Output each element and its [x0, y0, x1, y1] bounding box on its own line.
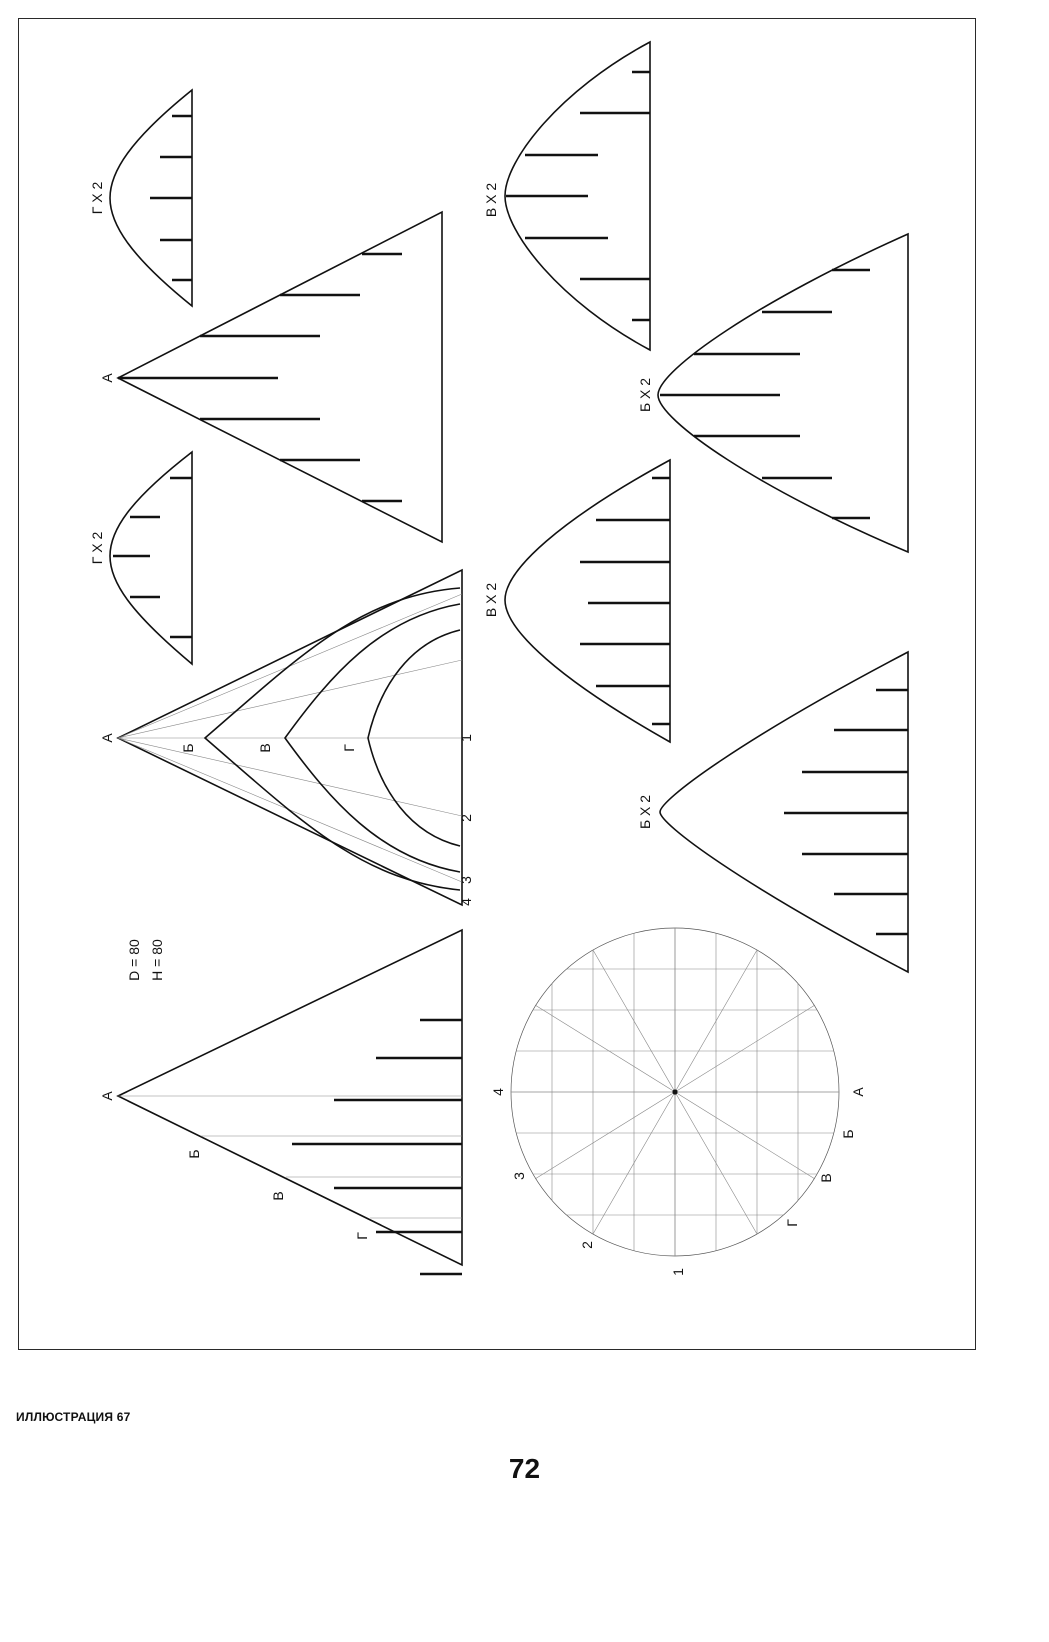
curves-construction-diagram [99, 570, 474, 906]
circle-label-1: 1 [670, 1268, 686, 1276]
curve-b [205, 588, 460, 890]
circle-label-g: Г [784, 1219, 800, 1227]
circle-label-4: 4 [490, 1088, 506, 1096]
pattern-v-top [483, 42, 650, 350]
dimension-d: D = 80 [126, 939, 142, 981]
circle-label-2: 2 [579, 1241, 595, 1249]
label-v-x2: В Х 2 [483, 582, 499, 618]
pattern-b-right [637, 234, 908, 552]
section-label-g: Г [354, 1232, 370, 1240]
ray-number-3: 3 [458, 876, 474, 884]
curve-label-g: Г [341, 744, 357, 752]
circle-label-v: В [818, 1173, 834, 1183]
pattern-g-small-1 [89, 452, 192, 664]
ray-2b [118, 660, 462, 738]
ray-number-4: 4 [458, 898, 474, 906]
ray-number-1: 1 [458, 734, 474, 742]
label-v-x2: В Х 2 [483, 182, 499, 218]
apex-label: А [99, 1091, 115, 1101]
label-g-x2: Г Х 2 [89, 181, 105, 215]
ray-number-2: 2 [458, 814, 474, 822]
page-number: 72 [508, 1453, 541, 1484]
ray-2 [118, 738, 462, 816]
apex-label: А [99, 373, 115, 383]
pattern-g-small-2 [89, 90, 192, 306]
dimension-h: H = 80 [149, 939, 165, 981]
label-b-x2: Б Х 2 [637, 794, 653, 830]
pattern-b-bottom [637, 652, 908, 972]
triangle-large-top [99, 212, 442, 542]
circle-label-a: А [850, 1087, 866, 1097]
pattern-outline [110, 452, 192, 664]
illustration-caption: ИЛЛЮСТРАЦИЯ 67 [16, 1410, 131, 1424]
triangle-outline [118, 930, 462, 1265]
circle-grid-diagram [490, 928, 866, 1276]
pattern-v-middle [483, 460, 670, 742]
pattern-outline [658, 234, 908, 552]
section-label-v: В [270, 1191, 286, 1201]
pattern-outline [505, 460, 670, 742]
curve-label-b: Б [180, 743, 196, 753]
apex-label: А [99, 733, 115, 743]
curve-label-v: В [257, 743, 273, 753]
center-point [672, 1089, 677, 1094]
label-g-x2: Г Х 2 [89, 531, 105, 565]
section-label-b: Б [186, 1149, 202, 1159]
label-b-x2: Б Х 2 [637, 377, 653, 413]
circle-label-b: Б [840, 1129, 856, 1139]
circle-label-3: 3 [511, 1172, 527, 1180]
